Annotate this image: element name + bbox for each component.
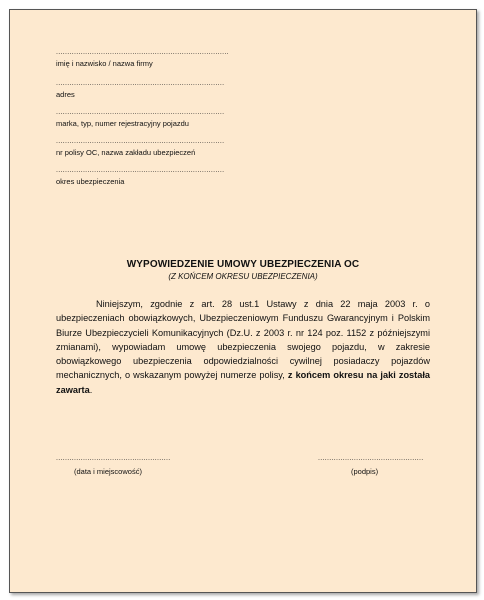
policy-field	[56, 138, 224, 157]
document-subtitle: (Z KOŃCEM OKRESU UBEZPIECZENIA)	[168, 272, 318, 281]
vehicle-field	[56, 109, 224, 128]
address-dots: ...........................................................................	[56, 80, 225, 87]
name-label: imię i nazwisko / nazwa firmy	[56, 59, 153, 68]
policy-dots: ...........................................................................	[56, 138, 225, 145]
name-field	[56, 49, 229, 68]
vehicle-dots: ...........................................................................	[56, 109, 225, 116]
signature-dots: ...............................................	[318, 455, 424, 462]
date-place-signature	[56, 455, 171, 476]
document-title: WYPOWIEDZENIE UMOWY UBEZPIECZENIA OC	[126, 259, 360, 270]
address-field	[56, 80, 224, 99]
date-place-dots: ...................................................	[56, 455, 171, 462]
period-label: okres ubezpieczenia	[56, 177, 125, 186]
policy-label: nr polisy OC, nazwa zakładu ubezpieczeń	[56, 148, 196, 157]
signature-block	[318, 455, 424, 476]
body-bold-text: z końcem okresu na jaki została zawarta	[56, 370, 431, 395]
body-end: .	[89, 384, 93, 395]
vehicle-label: marka, typ, numer rejestracyjny pojazdu	[56, 119, 189, 128]
period-dots: ...........................................................................	[56, 167, 225, 174]
address-label: adres	[56, 90, 75, 99]
name-dots: .............................................................................	[56, 49, 229, 56]
body-paragraph	[56, 297, 430, 397]
document-page	[9, 9, 477, 593]
body-text: Niniejszym, zgodnie z art. 28 ust.1 Ustawy z dnia 22 maja 2003 r. o ubezpieczeniach obowiązkowych, Ubezpieczeniowym Funduszu Gwarancyjnym i Polskim Biurze Ubezpieczycieli Komunikacyjnych (Dz.U. z 2003 r. nr 124 poz. 1152 z późniejszymi zmianami), wypowiadam umowę ubezpieczenia swojego pojazdu, w zakresie obowiązkowego ubezpieczenia odpowiedzialności cywilnej posiadaczy pojazdów mechanicznych, o wskazanym powyżej numerze polisy,	[56, 299, 430, 381]
signature-label: (podpis)	[351, 467, 379, 476]
period-field	[56, 167, 224, 186]
date-place-label: (data i miejscowość)	[74, 467, 142, 476]
